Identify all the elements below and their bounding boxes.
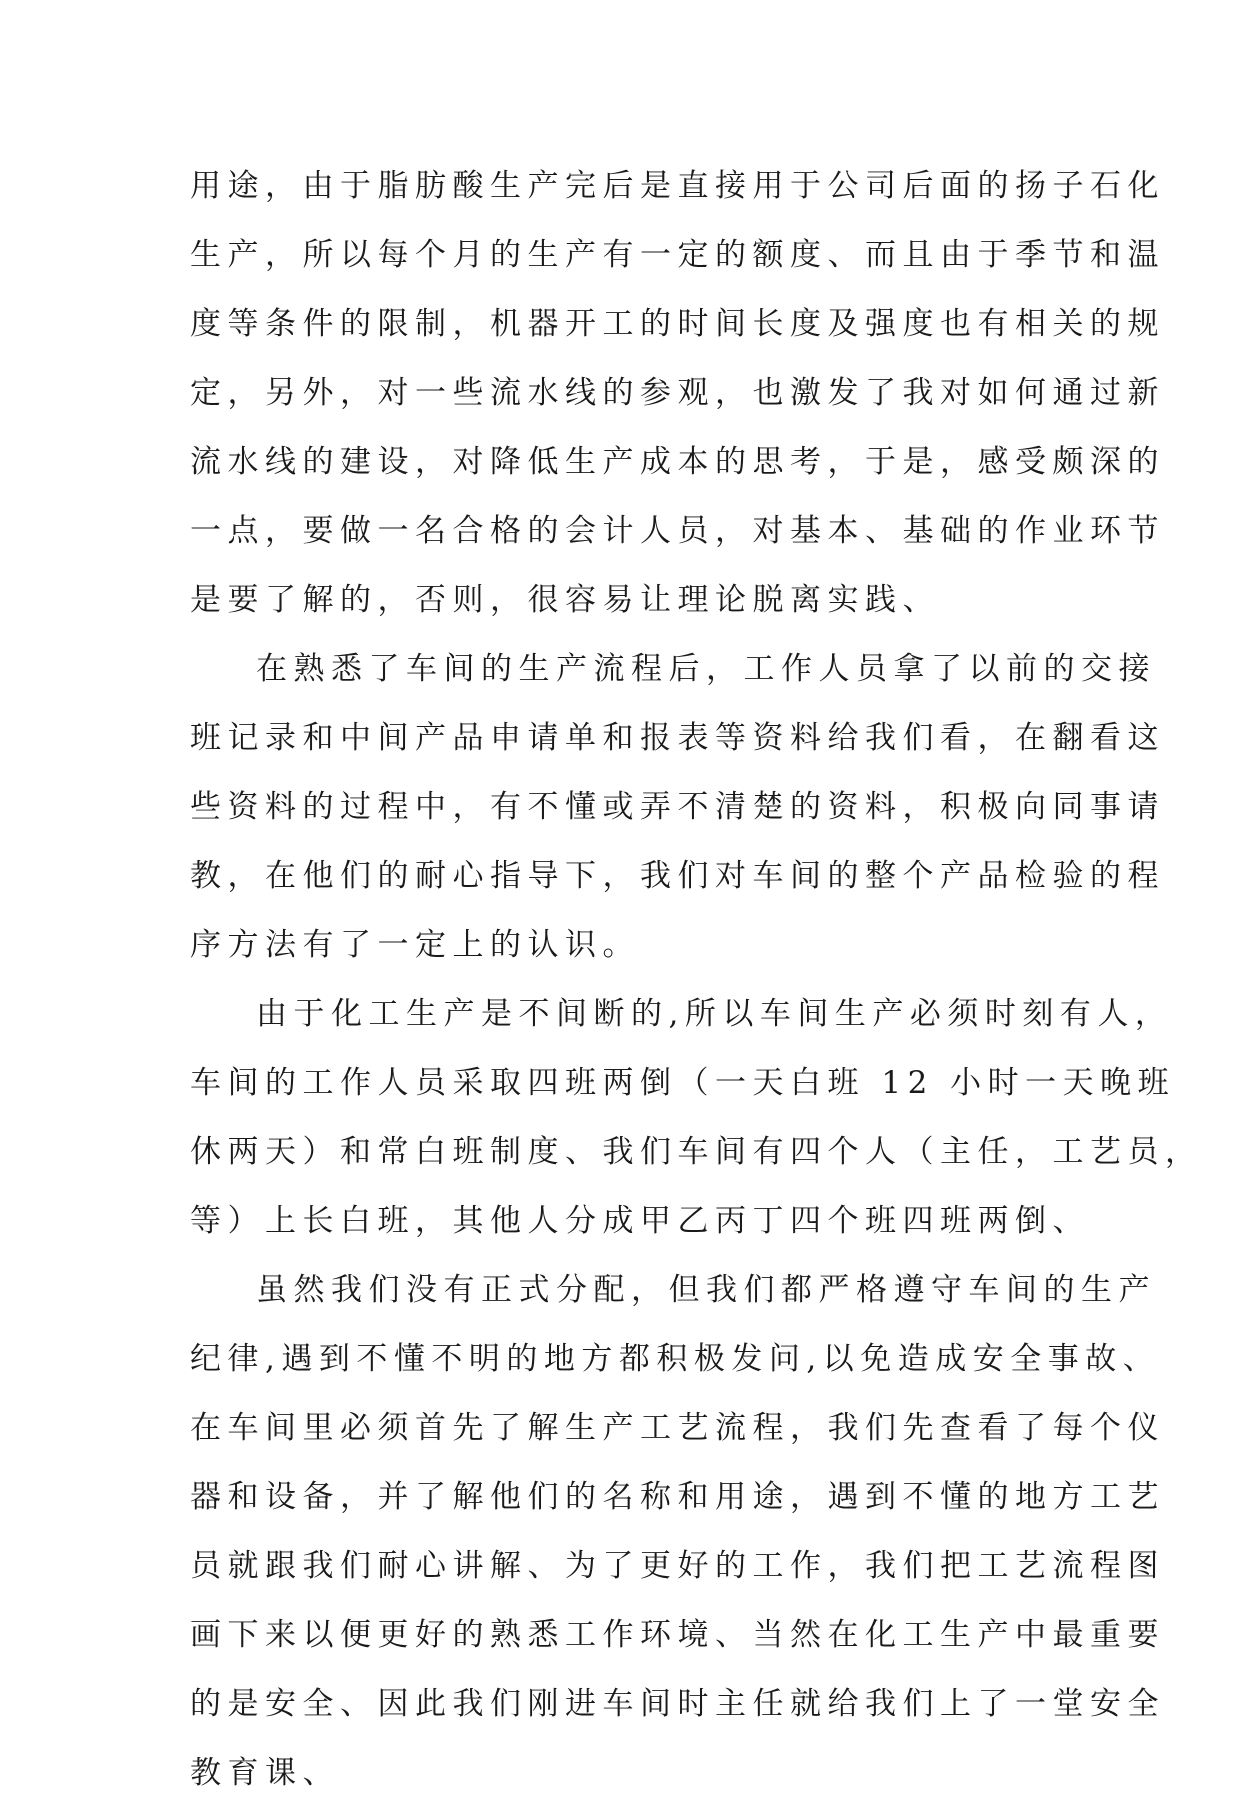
text-line: 画下来以便更好的熟悉工作环境、当然在化工生产中最重要 [190,1617,1165,1653]
paragraph-first-line: 在熟悉了车间的生产流程后，工作人员拿了以前的交接 [256,651,1156,687]
text-line: 流水线的建设，对降低生产成本的思考，于是，感受颇深的 [190,444,1165,480]
text-line: 车间的工作人员采取四班两倒（一天白班 12 小时一天晚班 [190,1065,1176,1101]
text-line: 员就跟我们耐心讲解、为了更好的工作，我们把工艺流程图 [190,1548,1165,1584]
text-line: 教，在他们的耐心指导下，我们对车间的整个产品检验的程 [190,858,1165,894]
text-line: 些资料的过程中，有不懂或弄不清楚的资料，积极向同事请 [190,789,1165,825]
text-line: 在车间里必须首先了解生产工艺流程，我们先查看了每个仪 [190,1410,1165,1446]
text-line: 等）上长白班，其他人分成甲乙丙丁四个班四班两倒、 [190,1203,1090,1239]
text-line: 纪律,遇到不懂不明的地方都积极发问,以免造成安全事故、 [190,1341,1161,1377]
text-line: 教育课、 [190,1755,340,1791]
body-text [190,152,1203,1808]
text-line: 的是安全、因此我们刚进车间时主任就给我们上了一堂安全 [190,1686,1165,1722]
text-line: 是要了解的，否则，很容易让理论脱离实践、 [190,582,940,618]
text-line: 一点，要做一名合格的会计人员，对基本、基础的作业环节 [190,513,1165,549]
paragraph-first-line: 由于化工生产是不间断的,所以车间生产必须时刻有人， [256,996,1173,1032]
text-line: 序方法有了一定上的认识。 [190,927,640,963]
text-line: 生产，所以每个月的生产有一定的额度、而且由于季节和温 [190,237,1165,273]
text-line: 休两天）和常白班制度、我们车间有四个人（主任，工艺员， [190,1134,1203,1170]
text-line: 班记录和中间产品申请单和报表等资料给我们看，在翻看这 [190,720,1165,756]
text-line: 度等条件的限制，机器开工的时间长度及强度也有相关的规 [190,306,1165,342]
text-line: 器和设备，并了解他们的名称和用途，遇到不懂的地方工艺 [190,1479,1165,1515]
paragraph-first-line: 虽然我们没有正式分配，但我们都严格遵守车间的生产 [256,1272,1156,1308]
text-line: 用途，由于脂肪酸生产完后是直接用于公司后面的扬子石化 [190,168,1165,204]
text-line: 定，另外，对一些流水线的参观，也激发了我对如何通过新 [190,375,1165,411]
